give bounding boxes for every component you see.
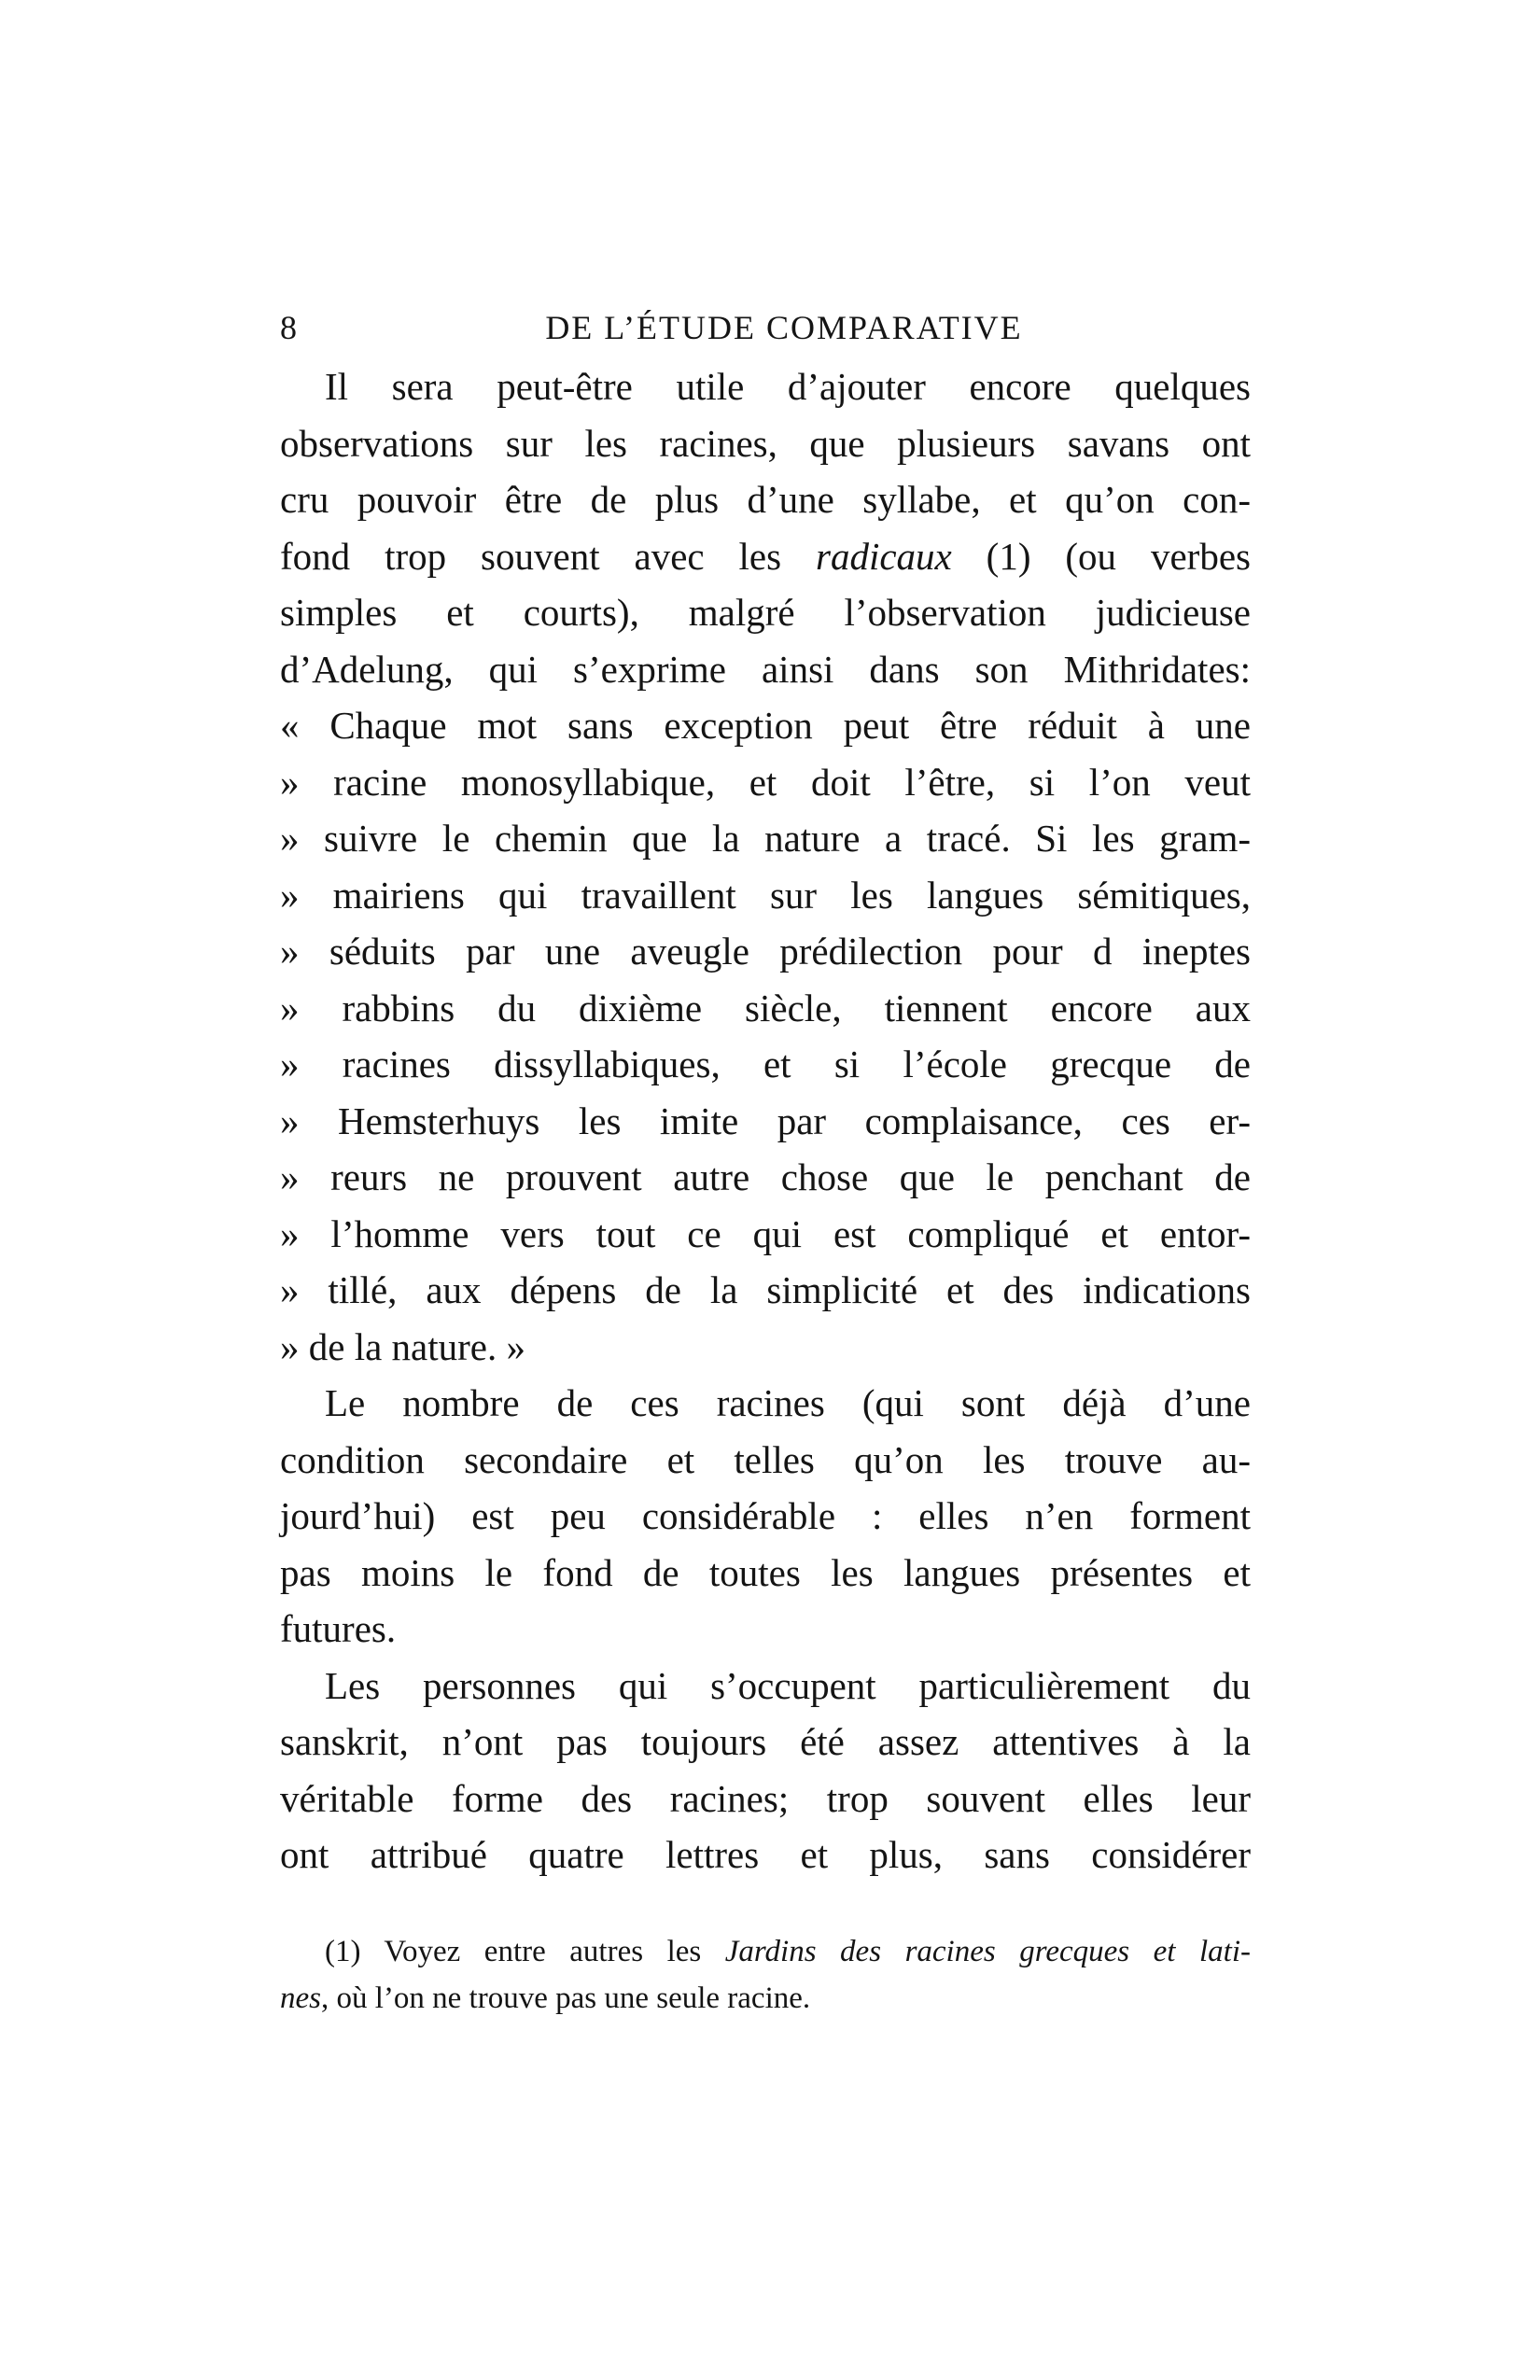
text-line: ont attribué quatre lettres et plus, sans considérer [280,1833,1251,1876]
footnote-line [280,1975,1251,2022]
footnote-line [280,1928,1251,1975]
quote-line: » tillé, aux dépens de la simplicité et des indications [280,1268,1251,1311]
text-line [280,528,1251,585]
quote-line: » séduits par une aveugle prédilection pour d ineptes [280,930,1251,973]
text-span: fond trop souvent avec les [280,534,816,578]
quote-line: » l’homme vers tout ce qui est compliqué et entor- [280,1211,1251,1255]
quote-line: » de la nature. » [280,1324,525,1368]
text-line: d’Adelung, qui s’exprime ainsi dans son Mithridates: [280,647,1251,691]
text-span: Voyez entre autres les [360,1934,725,1968]
text-span: , où l’on ne trouve pas une seule racine. [321,1981,811,2015]
text-line: futures. [280,1607,397,1650]
quote-line: » rabbins du dixième siècle, tiennent encore aux [280,986,1251,1029]
text-line: cru pouvoir être de plus d’une syllabe, et qu’on con- [280,478,1251,521]
text-line: Les personnes qui s’occupent particulièrement du [325,1663,1251,1707]
text-line: observations sur les racines, que plusieurs savans ont [280,421,1251,465]
quote-line: » Hemsterhuys les imite par complaisance, ces er- [280,1099,1251,1142]
text-line: sanskrit, n’ont pas toujours été assez attentives à la [280,1720,1251,1763]
quote-line: « Chaque mot sans exception peut être réduit à une [280,704,1251,747]
text-line: jourd’hui) est peu considérable : elles n’en forment [280,1494,1251,1537]
quote-line: » suivre le chemin que la nature a tracé. Si les gram- [280,817,1251,860]
page-number: 8 [280,309,299,346]
quote-line: » reurs ne prouvent autre chose que le penchant de [280,1155,1251,1198]
page-header [280,299,1251,355]
text-line: pas moins le fond de toutes les langues présentes et [280,1550,1251,1594]
text-line: condition secondaire et telles qu’on les trouve au- [280,1437,1251,1481]
text-line: simples et courts), malgré l’observation judicieuse [280,591,1251,634]
quote-line: » racines dissyllabiques, et si l’école grecque de [280,1043,1251,1085]
italic-term: radicaux [816,534,952,578]
running-head: DE L’ÉTUDE COMPARATIVE [545,309,1023,346]
book-page [280,299,1251,2022]
body-text [280,358,1251,1883]
quote-line: » mairiens qui travaillent sur les langues sémitiques, [280,873,1251,917]
italic-title: Jardins des racines grecques et lati- [724,1934,1251,1968]
italic-title: nes [280,1981,321,2015]
text-line: véritable forme des racines; trop souvent elles leur [280,1776,1251,1820]
quote-line: » racine monosyllabique, et doit l’être, si l’on veut [280,760,1251,804]
footnote-marker: (1) [325,1934,361,1968]
footnote [280,1928,1251,2022]
text-line: Le nombre de ces racines (qui sont déjà d’une [325,1381,1251,1424]
text-line: Il sera peut-être utile d’ajouter encore quelques [325,365,1251,408]
text-span: (1) (ou verbes [951,534,1251,578]
